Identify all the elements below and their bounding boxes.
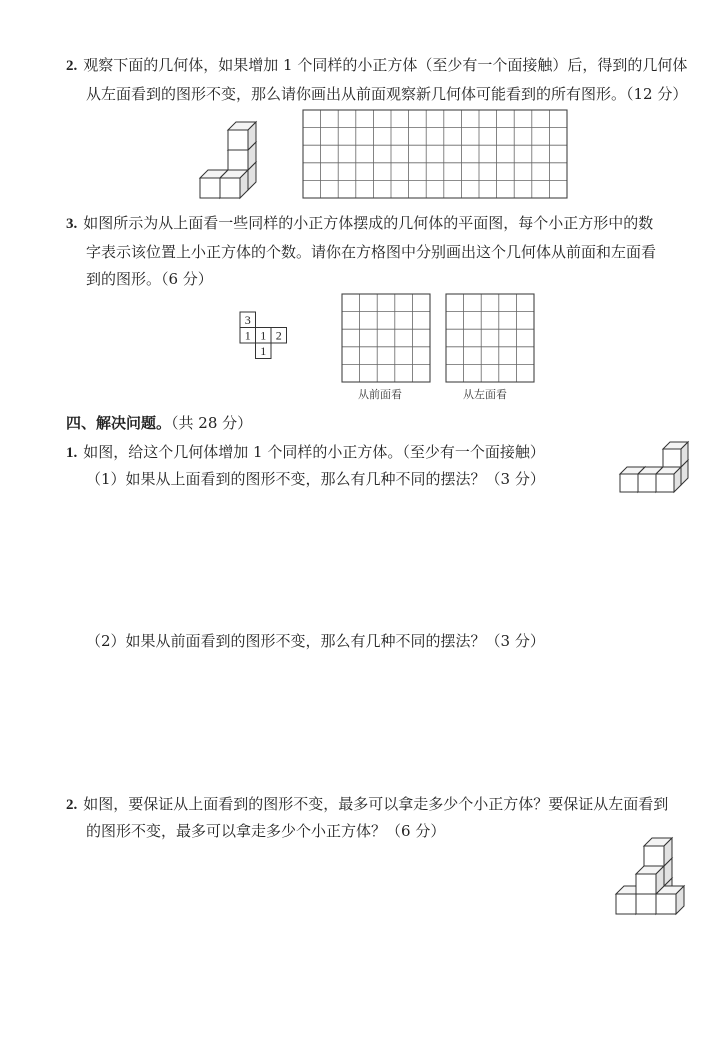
caption-left-view: 从左面看 (463, 388, 507, 401)
s4q1-text-1: 如图，给这个几何体增加 1 个同样的小正方体。（至少有一个面接触） (83, 443, 545, 461)
q2-line1 (66, 54, 687, 77)
q2-grid-border (303, 110, 567, 198)
s4q1-cube-figure (620, 440, 692, 496)
top-view-count: 1 (260, 328, 267, 343)
q3-top-view-plan (240, 312, 300, 372)
q3-line2: 字表示该位置上小正方体的个数。请你在方格图中分别画出这个几何体从前面和左面看 (86, 243, 657, 261)
section4-heading (66, 412, 252, 434)
s4q1-number: 1. (66, 445, 78, 461)
q2-cube (228, 122, 256, 150)
q2-cube-figure (200, 124, 280, 204)
s4q2-cube-figure (616, 842, 696, 922)
section4-title: 四、解决问题。 (66, 414, 172, 432)
q3-front-view-grid[interactable] (342, 294, 432, 384)
q3-line1 (66, 212, 653, 235)
s4q2-text-1: 如图，要保证从上面看到的图形不变，最多可以拿走多少个小正方体？要保证从左面看到 (83, 795, 669, 813)
top-view-count: 3 (244, 312, 251, 327)
s4q1-cube (656, 467, 681, 492)
s4q2-number: 2. (66, 797, 78, 813)
top-view-cell (256, 328, 272, 344)
s4q2-answer-space[interactable] (86, 850, 596, 1020)
s4q2-line2: 的图形不变，最多可以拿走多少个小正方体？（6 分） (86, 822, 446, 840)
q2-number: 2. (66, 58, 78, 74)
s4q1-sub1-answer-space[interactable] (86, 496, 626, 624)
s4q2-cube (636, 866, 664, 894)
top-view-cell (256, 343, 272, 359)
s4q1-sub1: （1）如果从上面看到的图形不变，那么有几种不同的摆法？（3 分） (86, 470, 545, 488)
q3-line3: 到的图形。（6 分） (86, 270, 213, 288)
top-view-cell (240, 328, 256, 344)
q2-line2: 从左面看到的图形不变，那么请你画出从前面观察新几何体可能看到的所有图形。（12 分） (86, 85, 688, 103)
q2-cube (220, 170, 248, 198)
top-view-count: 1 (244, 328, 251, 343)
top-view-cell (240, 312, 256, 328)
left-grid-border (446, 294, 534, 382)
q3-text-1: 如图所示为从上面看一些同样的小正方体摆成的几何体的平面图，每个小正方形中的数 (83, 214, 654, 232)
q3-number: 3. (66, 216, 78, 232)
s4q1-sub2-answer-space[interactable] (86, 658, 626, 786)
top-view-cell (271, 328, 287, 344)
section4-score: （共 28 分） (171, 414, 253, 432)
s4q2-line1 (66, 793, 668, 816)
q3-left-view-grid[interactable] (446, 294, 536, 384)
q2-text-1: 观察下面的几何体，如果增加 1 个同样的小正方体（至少有一个面接触）后，得到的几何体 (83, 56, 688, 74)
front-grid-border (342, 294, 430, 382)
s4q2-cube (644, 838, 672, 866)
top-view-count: 1 (260, 343, 267, 358)
q2-answer-grid[interactable] (303, 110, 569, 200)
top-view-count: 2 (275, 328, 282, 343)
s4q1-sub2: （2）如果从前面看到的图形不变，那么有几种不同的摆法？（3 分） (86, 632, 545, 650)
s4q1-cube (663, 442, 688, 467)
caption-front-view: 从前面看 (358, 388, 402, 401)
s4q1-line1 (66, 441, 545, 464)
